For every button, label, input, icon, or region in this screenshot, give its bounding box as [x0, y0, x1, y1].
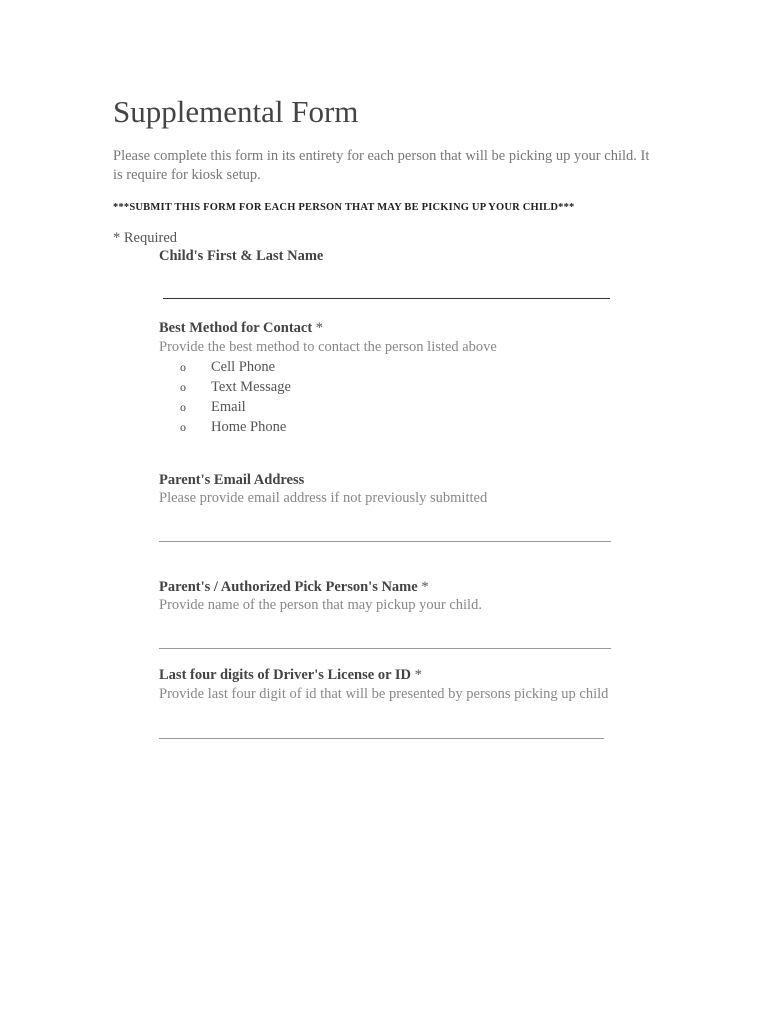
radio-bullet-icon: o	[180, 360, 186, 374]
form-title: Supplemental Form	[113, 94, 359, 129]
license-digits-label	[159, 667, 422, 684]
pickup-name-input-line[interactable]	[159, 648, 611, 649]
option-text-message[interactable]	[180, 377, 291, 397]
pickup-name-help: Provide name of the person that may pickup your child.	[159, 597, 482, 613]
form-notice: ***SUBMIT THIS FORM FOR EACH PERSON THAT MAY BE PICKING UP YOUR CHILD***	[113, 202, 575, 213]
radio-bullet-icon: o	[180, 380, 186, 394]
license-digits-help: Provide last four digit of id that will be presented by persons picking up child	[159, 686, 609, 702]
required-note: * Required	[113, 230, 178, 246]
required-mark: *	[315, 320, 324, 336]
required-mark: *	[421, 579, 429, 595]
radio-bullet-icon: o	[180, 400, 186, 414]
required-mark: *	[414, 667, 422, 683]
license-digits-input-line[interactable]	[159, 738, 604, 739]
contact-method-label	[159, 320, 323, 337]
child-name-label: Child's First & Last Name	[159, 248, 324, 264]
parent-email-input-line[interactable]	[159, 541, 611, 542]
pickup-name-label	[159, 579, 429, 596]
option-label: Home Phone	[211, 419, 287, 435]
contact-method-help: Provide the best method to contact the person listed above	[159, 339, 497, 355]
pickup-name-label-text: Parent's / Authorized Pick Person's Name	[159, 579, 418, 595]
parent-email-label: Parent's Email Address	[159, 472, 305, 488]
contact-method-label-text: Best Method for Contact	[159, 320, 313, 336]
option-label: Text Message	[211, 379, 291, 395]
option-home-phone[interactable]	[180, 417, 291, 437]
option-label: Cell Phone	[211, 359, 276, 375]
form-intro: Please complete this form in its entirety for each person that will be picking up your child. It is require for kiosk setup.	[113, 148, 650, 183]
option-cell-phone[interactable]	[180, 357, 291, 377]
option-label: Email	[211, 399, 246, 415]
parent-email-help: Please provide email address if not previously submitted	[159, 490, 488, 506]
contact-method-options	[180, 357, 291, 437]
radio-bullet-icon: o	[180, 420, 186, 434]
child-name-input-line[interactable]	[163, 298, 610, 299]
option-email[interactable]	[180, 397, 291, 417]
license-digits-label-text: Last four digits of Driver's License or ID	[159, 667, 411, 683]
